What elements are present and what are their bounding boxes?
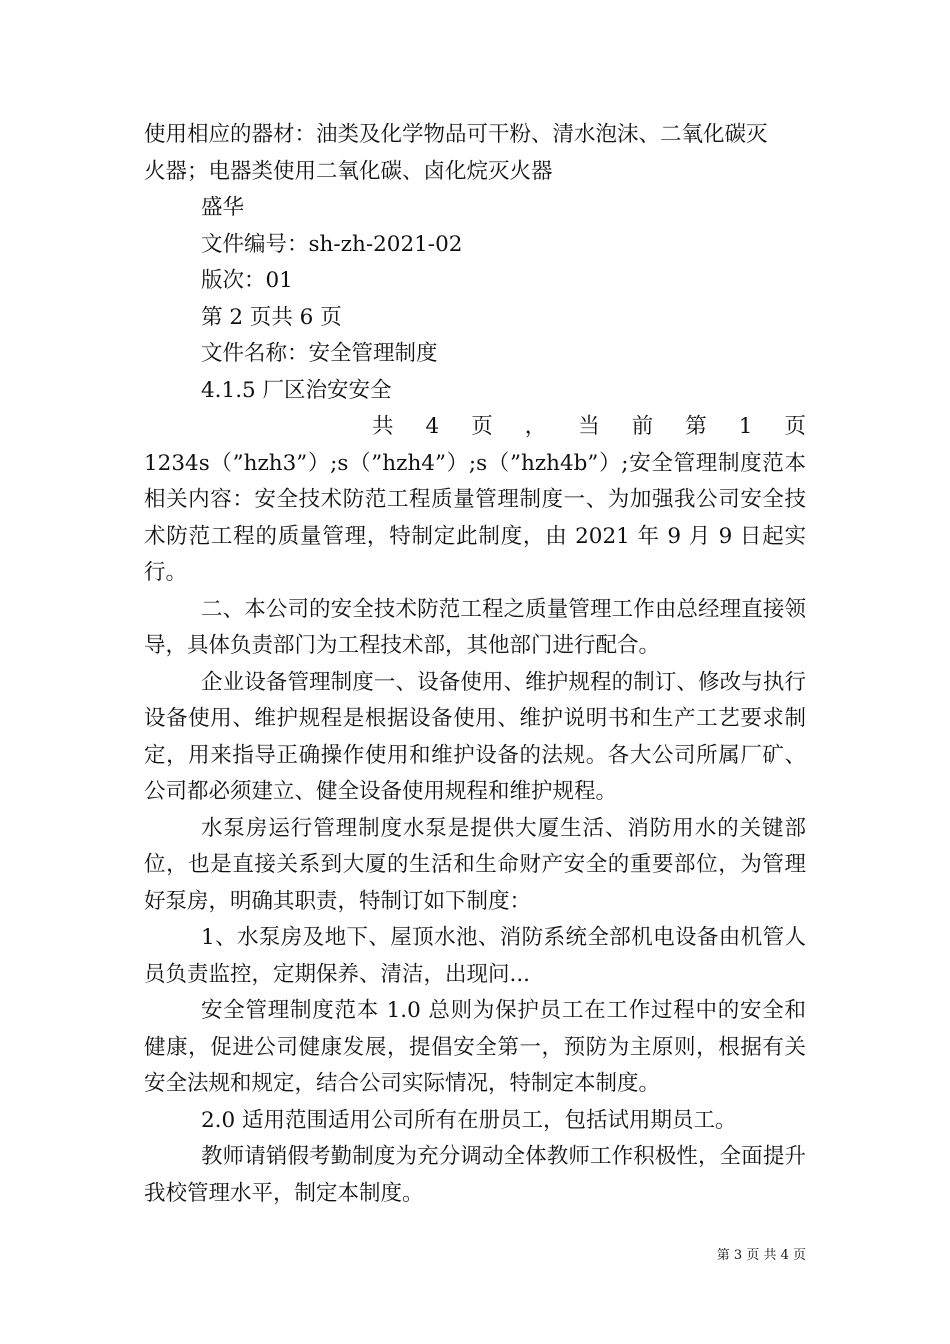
paragraph: 2.0 适用范围适用公司所有在册员工，包括试用期员工。 xyxy=(201,1107,737,1133)
pager-char: 共 xyxy=(372,414,394,439)
paragraph: 1234s（”hzh3”）;s（”hzh4”）;s（”hzh4b”）;安全管理制度范本相关内容：安全技术防范工程质量管理制度一、为加强我公司安全技术防范工程的质量管理，特制定此制度，由 2021 年 9 月 9 日起实行。 xyxy=(144,450,806,585)
pager-char: 当 xyxy=(578,414,600,439)
paragraph: 安全管理制度范本 1.0 总则为保护员工在工作过程中的安全和健康，促进公司健康发展，提倡安全第一，预防为主原则，根据有关安全法规和规定，结合公司实际情况，特制定本制度。 xyxy=(144,998,806,1096)
paragraph: 教师请销假考勤制度为充分调动全体教师工作积极性，全面提升我校管理水平，制定本制度。 xyxy=(144,1144,806,1206)
company-name: 盛华 xyxy=(201,195,245,220)
text-line: 火器；电器类使用二氧化碳、卤化烷灭火器 xyxy=(144,158,553,184)
text-line: 使用相应的器材：油类及化学物品可干粉、清水泡沫、二氧化碳灭 xyxy=(144,122,768,147)
paragraph: 企业设备管理制度一、设备使用、维护规程的制订、修改与执行设备使用、维护规程是根据设备使用、维护说明书和生产工艺要求制定，用来指导正确操作使用和维护设备的法规。各大公司所属厂矿、公司都必须建立、健全设备使用规程和维护规程。 xyxy=(144,669,806,804)
pager-char: 前 xyxy=(631,414,654,439)
page-footer: 第 3 页 共 4 页 xyxy=(716,1248,806,1263)
file-number: 文件编号：sh-zh-2021-02 xyxy=(201,231,463,257)
pager-char: 第 xyxy=(685,414,707,439)
file-name: 文件名称：安全管理制度 xyxy=(201,341,438,366)
pager-line xyxy=(144,409,806,446)
pager-char: ， xyxy=(524,414,547,439)
paragraph: 1、水泵房及地下、屋顶水池、消防系统全部机电设备由机管人员负责监控，定期保养、清洁，出现问... xyxy=(144,925,806,987)
pager-char: 1 xyxy=(738,414,753,439)
paragraph: 二、本公司的安全技术防范工程之质量管理工作由总经理直接领导，具体负责部门为工程技术部，其他部门进行配合。 xyxy=(144,596,806,658)
paragraph: 水泵房运行管理制度水泵是提供大厦生活、消防用水的关键部位，也是直接关系到大厦的生活和生命财产安全的重要部位，为管理好泵房，明确其职责，特制订如下制度： xyxy=(144,815,806,914)
section-heading: 4.1.5 厂区治安安全 xyxy=(201,377,392,403)
version: 版次：01 xyxy=(201,268,293,293)
pager-char: 4 xyxy=(425,414,440,439)
pager-char: 页 xyxy=(784,414,806,439)
document-body xyxy=(144,117,806,1212)
pager-char: 页 xyxy=(471,414,493,439)
page-of: 第 2 页共 6 页 xyxy=(201,304,342,330)
